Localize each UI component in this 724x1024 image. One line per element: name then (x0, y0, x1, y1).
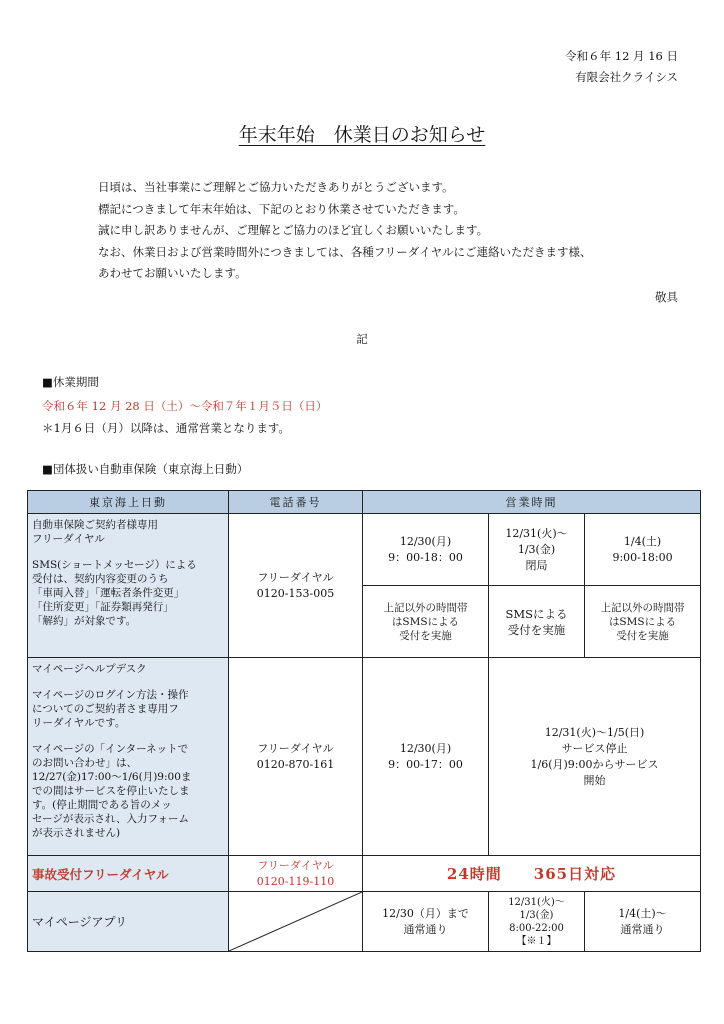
row1-sms-3: 上記以外の時間帯 はSMSによる 受付を実施 (585, 586, 701, 658)
row1-hours-1230: 12/30(月) 9：00-18：00 (363, 514, 489, 586)
header-phone: 電話番号 (229, 491, 363, 514)
row1-phone[interactable]: フリーダイヤル 0120-153-005 (229, 514, 363, 658)
row1-hours-0104: 1/4(土) 9:00-18:00 (585, 514, 701, 586)
notice-date: 令和６年 12 月 16 日 (565, 49, 678, 63)
ki-mark: 記 (356, 332, 368, 346)
table-row (28, 658, 701, 856)
table-row (28, 856, 701, 892)
row2-hours-suspension: 12/31(火)～1/5(日) サービス停止 1/6(月)9:00からサービス 開始 (489, 658, 701, 856)
table-header-row (28, 491, 701, 514)
row2-phone[interactable]: フリーダイヤル 0120-870-161 (229, 658, 363, 856)
row4-label: マイページアプリ (28, 892, 229, 952)
row4-hours-0104: 1/4(土)～ 通常通り (585, 892, 701, 952)
body-line: あわせてお願いいたします。 (98, 266, 247, 280)
header-hours: 営業時間 (363, 491, 701, 514)
row3-phone[interactable]: フリーダイヤル 0120-119-110 (229, 856, 363, 892)
closure-period: 令和６年 12 月 28 日（土）～令和７年１月５日（日） (42, 399, 328, 413)
closing-keigu: 敬具 (655, 290, 678, 304)
section-heading-closure-period: ■休業期間 (42, 375, 99, 389)
row3-hours: 24時間 365日対応 (363, 856, 701, 892)
row1-sms-1: 上記以外の時間帯 はSMSによる 受付を実施 (363, 586, 489, 658)
body-line: 誠に申し訳ありませんが、ご理解とご協力のほど宜しくお願いいたします。 (98, 223, 489, 237)
row2-label: マイページヘルプデスク マイページのログイン方法・操作 についてのご契約者さま専用フ リーダイヤルです。 マイページの「インターネットで のお問い合わせ」は、 12/27(金)17:00～1/6(月)9:00ま での間はサービスを停止いたしま す。(停止期間である旨のメッ セージが表示され、入力フォーム が表示されません) (28, 658, 229, 856)
row3-label: 事故受付フリーダイヤル (28, 856, 229, 892)
page-title: 年末年始 休業日のお知らせ (238, 124, 486, 146)
header-company: 東京海上日動 (28, 491, 229, 514)
row1-sms-2: SMSによる 受付を実施 (489, 586, 585, 658)
table-row (28, 514, 701, 586)
section-heading-insurance: ■団体扱い自動車保険（東京海上日動） (42, 462, 249, 476)
table-row (28, 892, 701, 952)
body-text (98, 177, 591, 285)
row2-hours-1230: 12/30(月) 9：00-17：00 (363, 658, 489, 856)
contact-hours-table (27, 490, 701, 952)
company-name: 有限会社クライシス (575, 70, 678, 84)
body-line: 日頃は、当社事業にご理解とご協力いただきありがとうございます。 (98, 180, 454, 194)
row1-label: 自動車保険ご契約者様専用 フリーダイヤル SMS(ショートメッセージ）による 受付は、契約内容変更のうち 「車両入替」「運転者条件変更」 「住所変更」「証券類再発行」 「解約」が対象です。 (28, 514, 229, 658)
row4-hours-1231: 12/31(火)～ 1/3(金) 8:00-22:00 【※１】 (489, 892, 585, 952)
row1-hours-1231: 12/31(火)～ 1/3(金) 閉局 (489, 514, 585, 586)
row4-hours-1230: 12/30（月）まで 通常通り (363, 892, 489, 952)
body-line: 標記につきまして年末年始は、下記のとおり休業させていただきます。 (98, 201, 465, 216)
reopen-note: ＊1月６日（月）以降は、通常営業となります。 (42, 421, 290, 435)
body-line: なお、休業日および営業時間外につきましては、各種フリーダイヤルにご連絡いただきます様、 (98, 244, 592, 259)
diagonal-slash (229, 892, 362, 951)
row4-phone-empty (229, 892, 363, 952)
